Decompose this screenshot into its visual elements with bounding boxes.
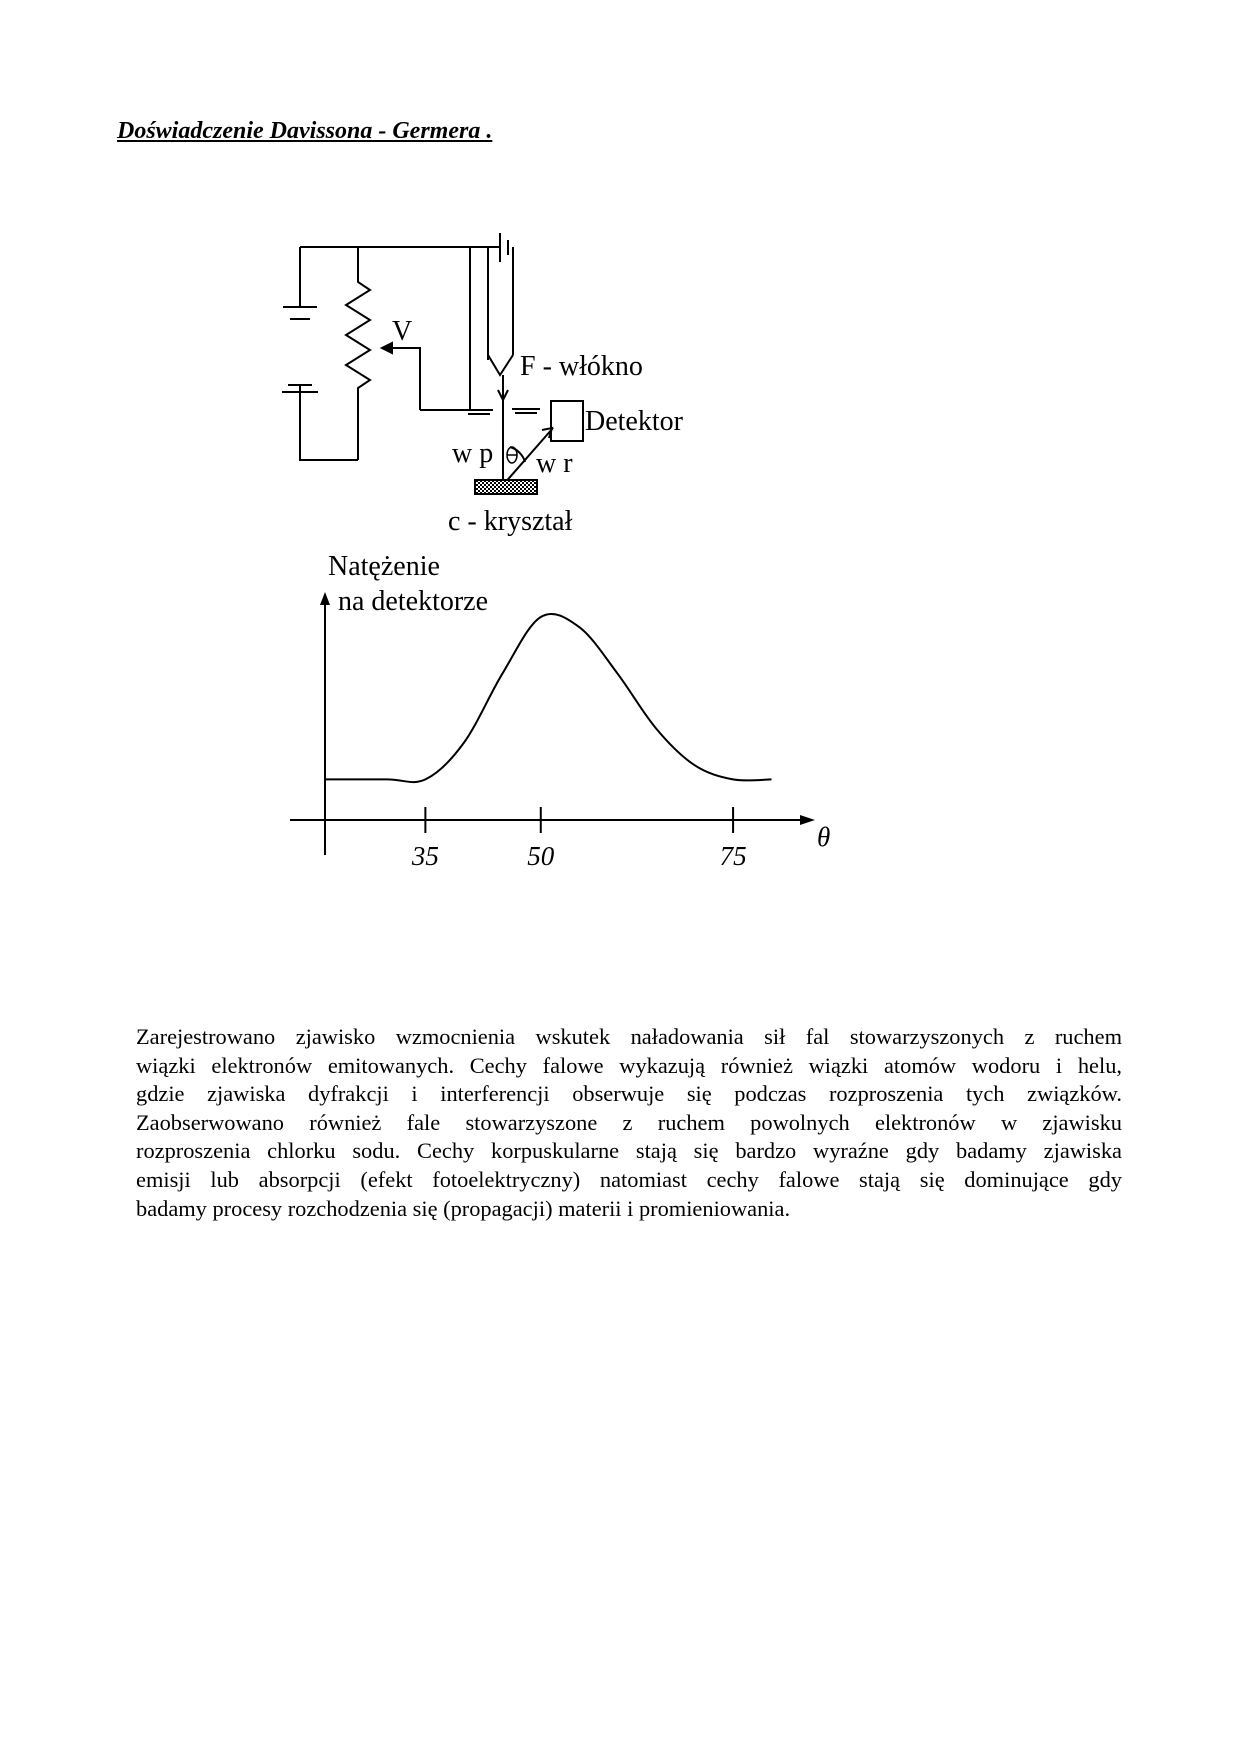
paragraph-line: rozproszenia chlorku sodu. Cechy korpuskularne stają się bardzo wyraźne gdy badamy zjawiska [136,1138,1122,1164]
paragraph-line: emisji lub absorpcji (efekt fotoelektryczny) natomiast cechy falowe stają się dominujące gdy [136,1166,1122,1192]
resistor-icon [346,247,370,460]
detector-icon [551,401,583,441]
filament-icon [488,355,513,375]
circuit-wire-left-bottom [300,385,358,460]
y-axis-label-line-2: na detektorze [338,586,489,617]
label-incident-beam: w p [452,438,494,469]
label-crystal: c - kryształ [448,506,573,537]
x-ticks [411,807,747,871]
paragraph-line: Zaobserwowano również fale stowarzyszone z ruchem powolnych elektronów w zjawisku [136,1109,1122,1135]
label-voltage: V [392,316,413,347]
filament-battery-icon [500,233,508,262]
paragraph-line: Zarejestrowano zjawisko wzmocnienia wskutek naładowania sił fal stowarzyszonych z ruchem [136,1024,1122,1049]
crystal-icon [475,480,537,494]
document-title: Doświadczenie Davissona - Germera . [117,118,493,144]
x-axis-arrow-icon [800,815,815,825]
slit-plate-left [465,410,493,414]
paragraph-line: gdzie zjawiska dyfrakcji i interferencji obserwuje się podczas rozproszenia tych związków. [136,1081,1122,1107]
y-axis-label-line-1: Natężenie [328,551,440,582]
battery-upper-icon [283,307,317,319]
label-detector: Detektor [585,406,683,437]
intensity-chart [290,551,830,871]
x-tick-label: 75 [719,841,747,871]
label-filament: F - włókno [520,351,643,382]
paragraph-line: wiązki elektronów emitowanych. Cechy falowe wykazują również wiązki atomów wodoru i helu, [136,1052,1122,1078]
body-paragraph [136,1023,1122,1223]
slider-wire [382,348,420,410]
slit-plate-right [512,409,540,413]
paragraph-line: badamy procesy rozchodzenia się (propagacji) materii i promieniowania. [136,1195,791,1221]
x-tick-label: 35 [411,841,439,871]
label-reflected-beam: w r [536,448,573,479]
apparatus-labels [392,316,684,537]
x-axis-label: θ [817,822,831,852]
x-tick-label: 50 [527,841,555,871]
intensity-series-line [325,614,771,782]
slider-arrow-icon [382,343,392,353]
y-axis-arrow-icon [320,592,330,605]
